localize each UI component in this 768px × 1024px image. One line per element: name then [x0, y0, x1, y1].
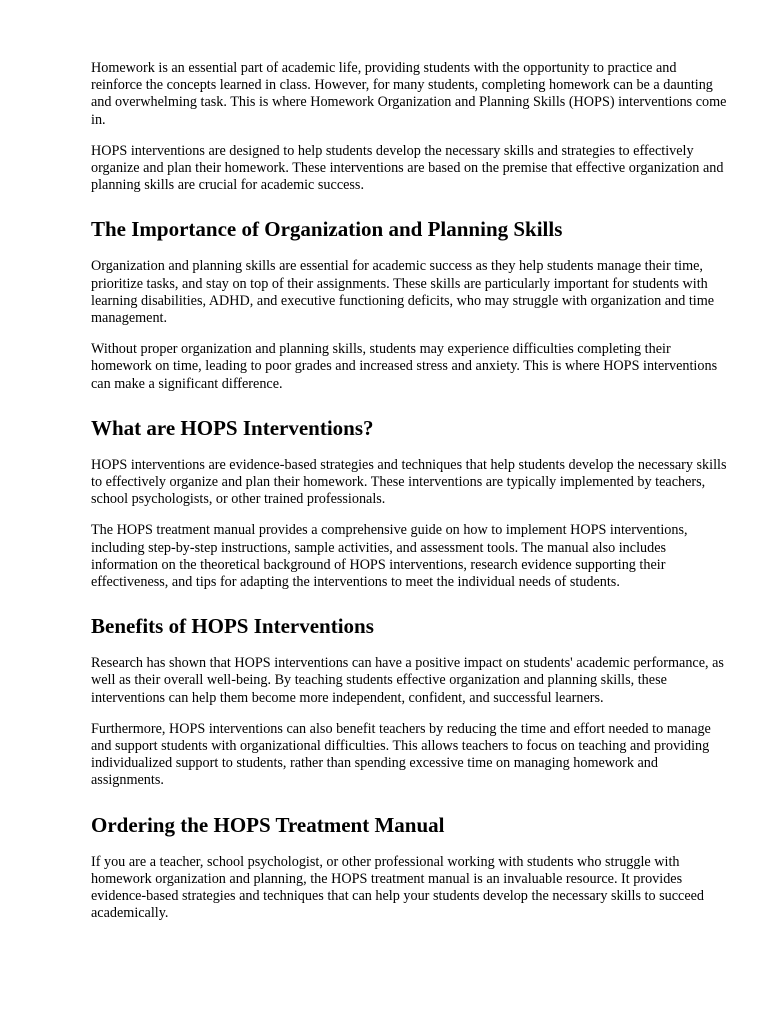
body-paragraph: HOPS interventions are evidence-based strategies and techniques that help students develop the necessary skills to effectively organize and plan their homework. These interventions are typically implemented by teachers, school psychologists, or other trained professionals.	[91, 456, 727, 508]
section-heading: What are HOPS Interventions?	[91, 415, 374, 440]
section-heading: Benefits of HOPS Interventions	[91, 614, 374, 639]
document-page	[91, 60, 727, 937]
section-heading: Ordering the HOPS Treatment Manual	[91, 812, 445, 837]
body-paragraph: Organization and planning skills are essential for academic success as they help students manage their time, prioritize tasks, and stay on top of their assignments. These skills are particularly important for students with learning disabilities, ADHD, and executive functioning deficits, who may struggle with organization and time management.	[91, 258, 715, 327]
intro-paragraph: HOPS interventions are designed to help students develop the necessary skills and strategies to effectively organize and plan their homework. These interventions are based on the premise that effective organization and planning skills are crucial for academic success.	[91, 142, 724, 194]
intro-paragraph: Homework is an essential part of academic life, providing students with the opportunity to practice and reinforce the concepts learned in class. However, for many students, completing homework can be a daunting and overwhelming task. This is where Homework Organization and Planning Skills (HOPS) interventions come in.	[91, 60, 727, 128]
body-paragraph: Research has shown that HOPS interventions can have a positive impact on students' academic performance, as well as their overall well-being. By teaching students effective organization and planning skills, these interventions can help them become more independent, confident, and successful learners.	[91, 655, 724, 706]
body-paragraph: The HOPS treatment manual provides a comprehensive guide on how to implement HOPS interventions, including step-by-step instructions, sample activities, and assessment tools. The manual also includes information on the theoretical background of HOPS interventions, research evidence supporting their effectiveness, and tips for adapting the interventions to meet the individual needs of students.	[91, 522, 688, 591]
body-paragraph: If you are a teacher, school psychologist, or other professional working with students who struggle with homework organization and planning, the HOPS treatment manual is an invaluable resource. It provides evidence-based strategies and techniques that can help your students develop the necessary skills to succeed academically.	[91, 853, 705, 922]
body-paragraph: Without proper organization and planning skills, students may experience difficulties completing their homework on time, leading to poor grades and increased stress and anxiety. This is where HOPS interventions can make a significant difference.	[91, 341, 718, 392]
body-paragraph: Furthermore, HOPS interventions can also benefit teachers by reducing the time and effort needed to manage and support students with organizational difficulties. This allows teachers to focus on teaching and providing individualized support to students, rather than spending excessive time on managing homework and assignments.	[91, 720, 711, 789]
section-heading: The Importance of Organization and Planning Skills	[91, 217, 563, 242]
